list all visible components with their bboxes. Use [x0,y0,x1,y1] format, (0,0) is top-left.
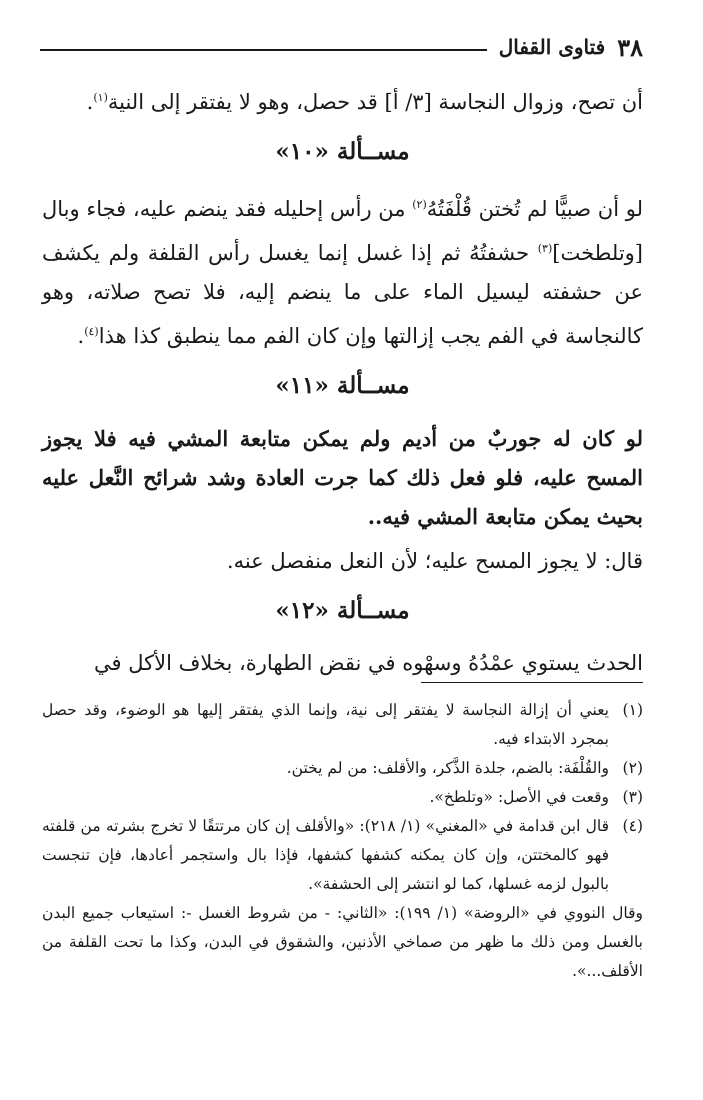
book-title: فتاوى القفال [498,35,606,59]
footnote-marker: (١) [622,701,643,719]
paragraph-text: من رأس إحليله فقد ينضم عليه، فجاء وبال [وتلطخت] [42,197,643,265]
footnote-ref[interactable]: (٤) [84,325,99,338]
paragraph-text: أن تصح، وزوال النجاسة [٣/ أ] قد حصل، وهو لا يفتقر إلى النية [107,90,643,114]
paragraph-intro [42,78,643,122]
footnotes [42,696,643,986]
footnote-ref[interactable]: (١) [93,91,108,104]
issue-heading-12: مســألة «١٢» [275,597,410,624]
paragraph-issue-11: لو كان له جوربٌ من أديم ولم يمكن متابعة المشي فيه فلا يجوز المسح عليه، فلو فعل ذلك كما جرت العادة وشد شرائح النَّعل عليه بحيث يمكن متابعة المشي فيه.. [42,426,643,529]
footnote-continuation: وقال النووي في «الروضة» (١/ ١٩٩): «الثاني: - من شروط الغسل -: استيعاب جميع البدن بالغسل ومن ذلك ما ظهر من صماخي الأذنين، والشقوق في البدن، وكذا ما تحت القلفة من الأقلف...». [42,904,643,980]
paragraph-issue-12: الحدث يستوي عمْدُهُ وسهْوه في نقض الطهارة، بخلاف الأكل في [94,651,643,675]
paragraph-text: حشفتُهُ ثم إذا غسل إنما يغسل رأس القلفة ولم يكشف عن حشفته ليسيل الماء على ما ينضم إليه، فلا تصح صلاته، وهو كالنجاسة في الفم يجب إزالتها وإن كان الفم مما ينطبق كذا هذا [42,241,643,348]
main-text [42,78,643,683]
footnote-ref[interactable]: (٢) [412,198,427,211]
footnote-text: والقُلْفَة: بالضم، جلدة الذَّكر، والأقلف: من لم يختن. [286,759,609,777]
footnote-text: وقعت في الأصل: «وتلطخ». [429,788,609,806]
issue-heading-11: مســألة «١١» [275,372,410,399]
footnote-text: يعني أن إزالة النجاسة لا يفتقر إلى نية، وإنما الذي يفتقر إليها هو الوضوء، وقد حصل بمجرد الابتداء فيه. [42,701,609,748]
footnote-1 [42,696,643,754]
issue-heading-10: مســألة «١٠» [275,138,410,165]
footnote-4 [42,812,643,899]
footnote-3 [42,783,643,812]
paragraph-end: . [86,90,94,114]
footnote-marker: (٢) [622,759,643,777]
running-header [40,30,643,64]
footnote-marker: (٣) [622,788,643,806]
footnote-2 [42,754,643,783]
paragraph-issue-10 [42,185,643,356]
footnote-separator [421,682,643,683]
footnote-marker: (٤) [622,817,643,835]
page-number: ٣٨ [617,32,643,62]
paragraph-text: لو أن صبيًّا لم تُختن قُلْفَتُهُ [426,197,643,221]
paragraph-end: . [77,324,85,348]
paragraph-answer-11: قال: لا يجوز المسح عليه؛ لأن النعل منفصل عنه. [226,549,643,573]
footnote-ref[interactable]: (٣) [537,242,553,255]
header-rule [40,49,487,51]
footnote-text: قال ابن قدامة في «المغني» (١/ ٢١٨): «والأقلف إن كان مرتتقًا لا تخرج بشرته من قلفته فهو كالمختتن، وإن كان يمكنه كشفها كشفها، فإذا بال واستجمر أعادها، فإن تنجست بالبول لزمه غسلها، كما لو انتشر إلى الحشفة». [42,817,609,893]
